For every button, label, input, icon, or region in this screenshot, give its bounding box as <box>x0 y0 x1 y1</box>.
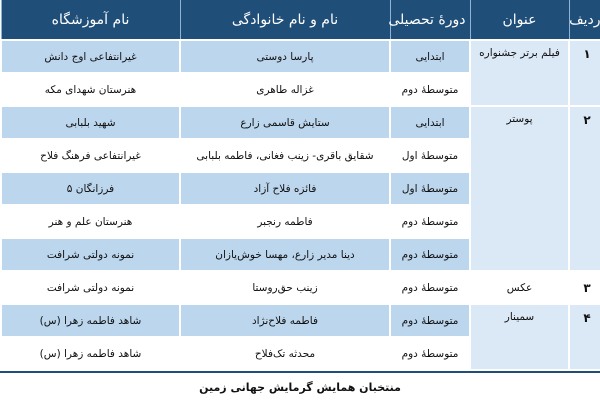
names-cell: فاطمه رنجبر <box>180 205 390 238</box>
level-cell: متوسطهٔ اول <box>390 172 470 205</box>
level-cell: متوسطهٔ دوم <box>390 337 470 370</box>
header-row-number: ردیف <box>569 0 600 40</box>
header-title: عنوان <box>470 0 569 40</box>
names-cell: فاطمه فلاح‌نژاد <box>180 304 390 337</box>
school-cell: غیرانتفاعی اوج دانش <box>1 40 180 73</box>
table-row <box>1 40 600 73</box>
names-cell: محدثه تک‌فلاح <box>180 337 390 370</box>
header-names: نام و نام خانوادگی <box>180 0 390 40</box>
level-cell: متوسطهٔ دوم <box>390 205 470 238</box>
title-cell: سمینار <box>470 304 569 370</box>
row-number-cell: ۳ <box>569 271 600 304</box>
row-number-cell: ۲ <box>569 106 600 271</box>
level-cell: متوسطهٔ اول <box>390 139 470 172</box>
level-cell: متوسطهٔ دوم <box>390 304 470 337</box>
table-row <box>1 106 600 139</box>
school-cell: هنرستان علم و هنر <box>1 205 180 238</box>
table-row <box>1 271 600 304</box>
school-cell: نمونه دولتی شرافت <box>1 271 180 304</box>
table-caption: منتخبان همایش گرمایش جهانی زمین <box>0 371 600 402</box>
level-cell: متوسطهٔ دوم <box>390 73 470 106</box>
level-cell: ابتدایی <box>390 40 470 73</box>
names-cell: پارسا دوستی <box>180 40 390 73</box>
header-level: دورهٔ تحصیلی <box>390 0 470 40</box>
names-cell: ستایش قاسمی زارع <box>180 106 390 139</box>
names-cell: غزاله طاهری <box>180 73 390 106</box>
school-cell: نمونه دولتی شرافت <box>1 238 180 271</box>
school-cell: هنرستان شهدای مکه <box>1 73 180 106</box>
table-header-row <box>1 0 600 40</box>
row-number-cell: ۴ <box>569 304 600 370</box>
school-cell: شهید بلبابی <box>1 106 180 139</box>
level-cell: متوسطهٔ دوم <box>390 238 470 271</box>
title-cell: پوستر <box>470 106 569 271</box>
header-school: نام آموزشگاه <box>1 0 180 40</box>
level-cell: ابتدایی <box>390 106 470 139</box>
level-cell: متوسطهٔ دوم <box>390 271 470 304</box>
school-cell: شاهد فاطمه زهرا (س) <box>1 304 180 337</box>
school-cell: شاهد فاطمه زهرا (س) <box>1 337 180 370</box>
row-number-cell: ۱ <box>569 40 600 106</box>
table-row <box>1 304 600 337</box>
school-cell: فرزانگان ۵ <box>1 172 180 205</box>
names-cell: شقایق باقری- زینب فغانی، فاطمه بلبابی <box>180 139 390 172</box>
title-cell: عکس <box>470 271 569 304</box>
names-cell: فائزه فلاح آزاد <box>180 172 390 205</box>
school-cell: غیرانتفاعی فرهنگ فلاح <box>1 139 180 172</box>
names-cell: زینب حق‌روستا <box>180 271 390 304</box>
title-cell: فیلم برتر جشنواره <box>470 40 569 106</box>
names-cell: دینا مدیر زارع، مهسا خوش‌یازان <box>180 238 390 271</box>
